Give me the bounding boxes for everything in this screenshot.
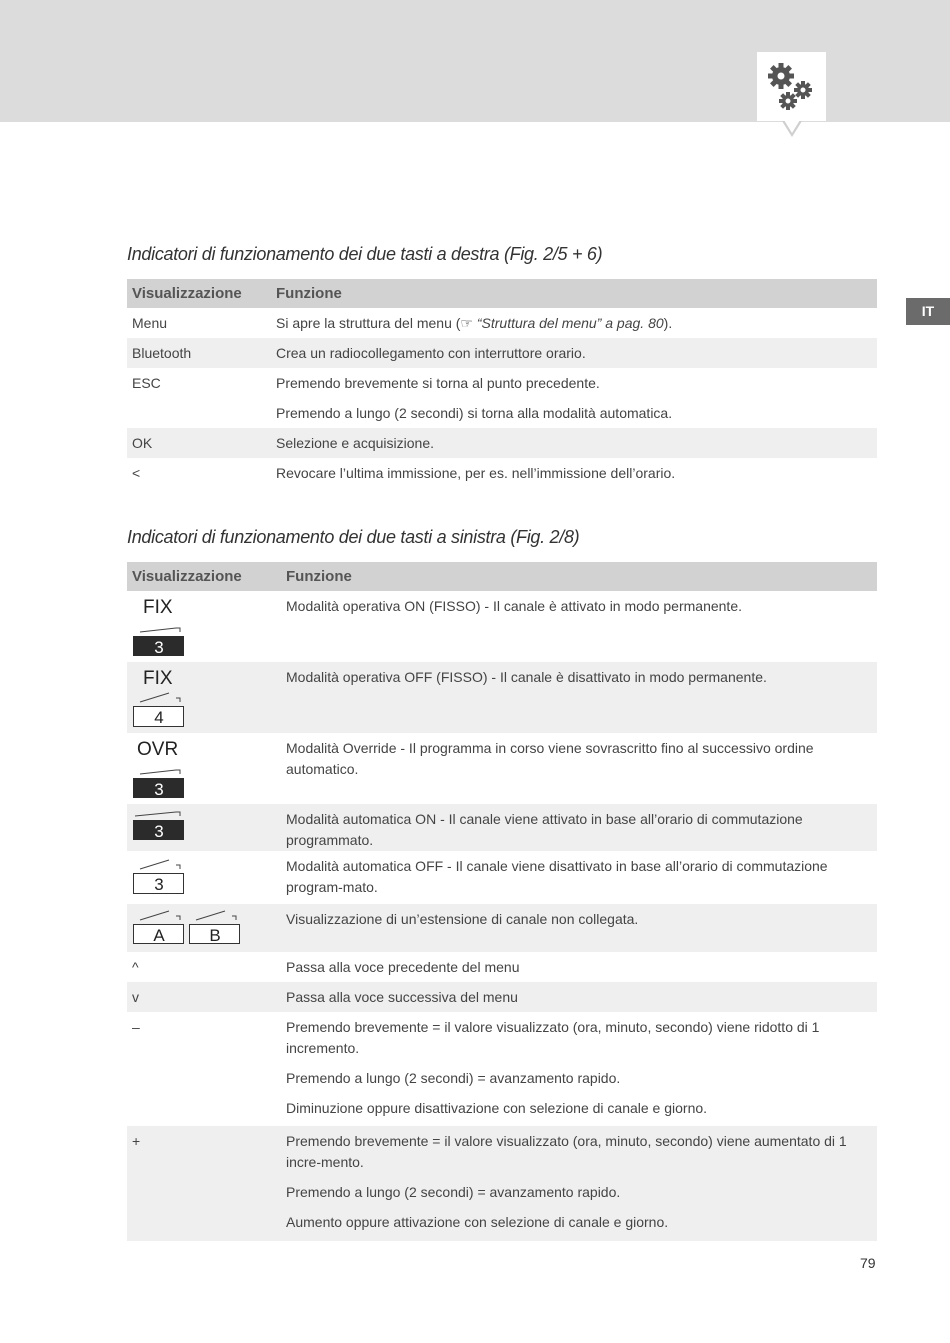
section2-title: Indicatori di funzionamento dei due tasti a sinistra (Fig. 2/8) [127,527,580,547]
table-row [127,904,877,952]
function-cell: Visualizzazione di un’estensione di canale non collegata. [281,904,877,952]
channel-extension-ab-icon [132,908,247,946]
tab-pointer [782,121,802,137]
svg-text:FIX: FIX [143,668,173,689]
key-cell [127,398,271,428]
page-number: 79 [860,1255,876,1271]
svg-text:B: B [209,926,221,945]
plus-key-symbol: + [127,1126,281,1241]
key-cell: OK [127,428,271,458]
table-row [127,952,877,982]
svg-text:4: 4 [154,708,164,727]
left-keys-table [127,562,877,1241]
svg-text:3: 3 [154,780,164,799]
display-symbol-cell [127,733,281,804]
language-tab: IT [906,298,950,325]
svg-text:OVR: OVR [137,739,179,760]
key-cell: Menu [132,315,168,331]
function-cell: Modalità automatica OFF - Il canale viene disattivato in base all’orario di commutazione program-mato. [286,858,828,895]
function-cell: Premendo a lungo (2 secondi) si torna alla modalità automatica. [276,405,673,421]
table-row [127,428,877,458]
minus-key-symbol: – [132,1019,140,1035]
function-cell: Crea un radiocollegamento con interruttore orario. [271,338,877,368]
function-cell: Modalità operativa ON (FISSO) - Il canale è attivato in modo permanente. [286,598,742,614]
function-cell: Si apre la struttura del menu (☞ “Struttura del menu” a pag. 80). [276,315,673,331]
up-key-symbol: ^ [132,959,139,975]
key-cell: ESC [132,375,161,391]
table-row [127,368,877,398]
header-funzione: Funzione [281,562,877,591]
display-symbol-cell [127,591,281,662]
display-symbol-cell [127,851,281,904]
display-symbol-cell [127,804,281,851]
function-cell: Premendo brevemente si torna al punto precedente. [276,375,600,391]
key-cell: Bluetooth [127,338,271,368]
function-cell: Modalità operativa OFF (FISSO) - Il canale è disattivato in modo permanente. [281,662,877,733]
function-cell: Premendo brevemente = il valore visualizzato (ora, minuto, secondo) viene ridotto di 1 incremento. Premendo a lungo (2 secondi) = avanzamento rapido. Diminuzione oppure disattivazione con selezione di canale e giorno. [286,1019,820,1116]
svg-text:FIX: FIX [143,597,173,618]
table-row [127,591,877,662]
key-cell: < [132,465,141,481]
right-keys-table [127,279,877,488]
table-row [127,804,877,851]
section-tab [757,52,826,121]
function-cell: Revocare l’ultima immissione, per es. nell’immissione dell’orario. [276,465,676,481]
svg-text:3: 3 [154,638,164,657]
override-channel-3-icon [132,737,192,799]
display-symbol-cell [127,904,281,952]
fix-on-channel-3-icon [132,595,192,657]
function-cell: Modalità Override - Il programma in corso viene sovrascritto fino al successivo ordine automatico. [286,740,814,777]
svg-text:3: 3 [154,822,164,841]
section1-title: Indicatori di funzionamento dei due tasti a destra (Fig. 2/5 + 6) [127,244,603,264]
down-key-symbol: v [127,982,281,1012]
fix-off-channel-4-icon [132,666,192,728]
table-row [127,851,877,904]
table-row [127,308,877,338]
header-visualizzazione: Visualizzazione [127,562,281,591]
function-cell: Premendo brevemente = il valore visualizzato (ora, minuto, secondo) viene aumentato di 1 incre-mento. Premendo a lungo (2 secondi) = avanzamento rapido. Aumento oppure attivazione con selezione di canale e giorno. [281,1126,877,1241]
hand-pointer-icon: ☞ [460,315,477,331]
table-row [127,982,877,1012]
function-cell: Modalità automatica ON - Il canale viene attivato in base all’orario di commutazione programmato. [281,804,877,851]
auto-on-channel-3-icon [132,808,192,842]
function-cell: Passa alla voce successiva del menu [281,982,877,1012]
svg-text:A: A [153,926,165,945]
menu-structure-link[interactable]: “Struttura del menu” a pag. 80 [476,315,664,331]
header-visualizzazione: Visualizzazione [127,279,271,308]
function-cell: Passa alla voce precedente del menu [286,959,520,975]
auto-off-channel-3-icon [132,855,192,895]
display-symbol-cell [127,662,281,733]
header-funzione: Funzione [271,279,877,308]
function-cell: Selezione e acquisizione. [271,428,877,458]
table-row [127,338,877,368]
table-row [127,1012,877,1126]
table-row [127,398,877,428]
table-row [127,662,877,733]
table-row [127,733,877,804]
table-row [127,1126,877,1241]
gears-icon [765,58,817,114]
svg-text:3: 3 [154,875,164,894]
table-row [127,458,877,488]
